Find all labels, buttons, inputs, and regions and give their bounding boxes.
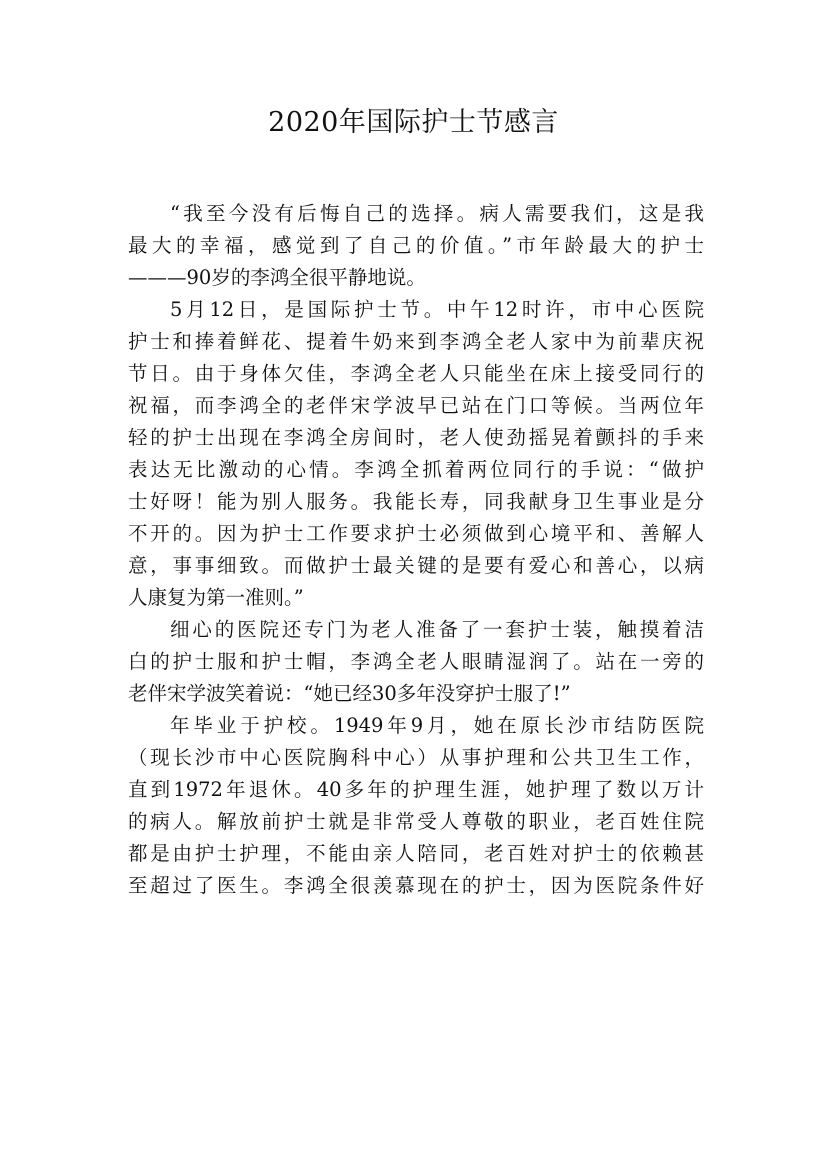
text-line: 表达无比激动的心情。李鸿全抓着两位同行的手说：“做护 — [128, 458, 704, 481]
text-line: 年毕业于护校。1949年9月，她在原长沙市结防医院 — [170, 714, 704, 737]
text-line: 的病人。解放前护士就是非常受人尊敬的职业，老百姓住院 — [128, 810, 704, 833]
text-line: （现长沙市中心医院胸科中心）从事护理和公共卫生工作， — [128, 746, 704, 769]
text-line: 细心的医院还专门为老人准备了一套护士装，触摸着洁 — [170, 618, 704, 641]
text-line: 最大的幸福，感觉到了自己的价值。”市年龄最大的护士 — [128, 234, 704, 257]
text-line: 白的护士服和护士帽，李鸿全老人眼睛湿润了。站在一旁的 — [128, 650, 704, 673]
text-line: 不开的。因为护士工作要求护士必须做到心境平和、善解人 — [128, 522, 704, 545]
text-line: 护士和捧着鲜花、提着牛奶来到李鸿全老人家中为前辈庆祝 — [128, 330, 704, 353]
document-title: 2020年国际护士节感言 — [268, 107, 559, 138]
text-line: 轻的护士出现在李鸿全房间时，老人使劲摇晃着颤抖的手来 — [128, 426, 704, 449]
text-line: 都是由护士护理，不能由亲人陪同，老百姓对护士的依赖甚 — [128, 842, 704, 865]
text-line: 直到1972年退休。40多年的护理生涯，她护理了数以万计 — [128, 778, 704, 801]
text-line: 意，事事细致。而做护士最关键的是要有爱心和善心，以病 — [128, 554, 704, 577]
text-line: 人康复为第一准则。” — [128, 586, 304, 609]
document-body — [128, 198, 704, 902]
text-line: 士好呀！能为别人服务。我能长寿，同我献身卫生事业是分 — [128, 490, 704, 513]
text-line: 节日。由于身体欠佳，李鸿全老人只能坐在床上接受同行的 — [128, 362, 704, 385]
text-line: 老伴宋学波笑着说：“她已经30多年没穿护士服了!” — [128, 682, 571, 705]
text-line: 至超过了医生。李鸿全很羡慕现在的护士，因为医院条件好 — [128, 874, 704, 897]
text-line: ———90岁的李鸿全很平静地说。 — [128, 266, 426, 289]
text-line: “我至今没有后悔自己的选择。病人需要我们，这是我 — [170, 202, 704, 225]
text-line: 祝福，而李鸿全的老伴宋学波早已站在门口等候。当两位年 — [128, 394, 704, 417]
text-line: 5月12日，是国际护士节。中午12时许，市中心医院 — [170, 298, 704, 321]
